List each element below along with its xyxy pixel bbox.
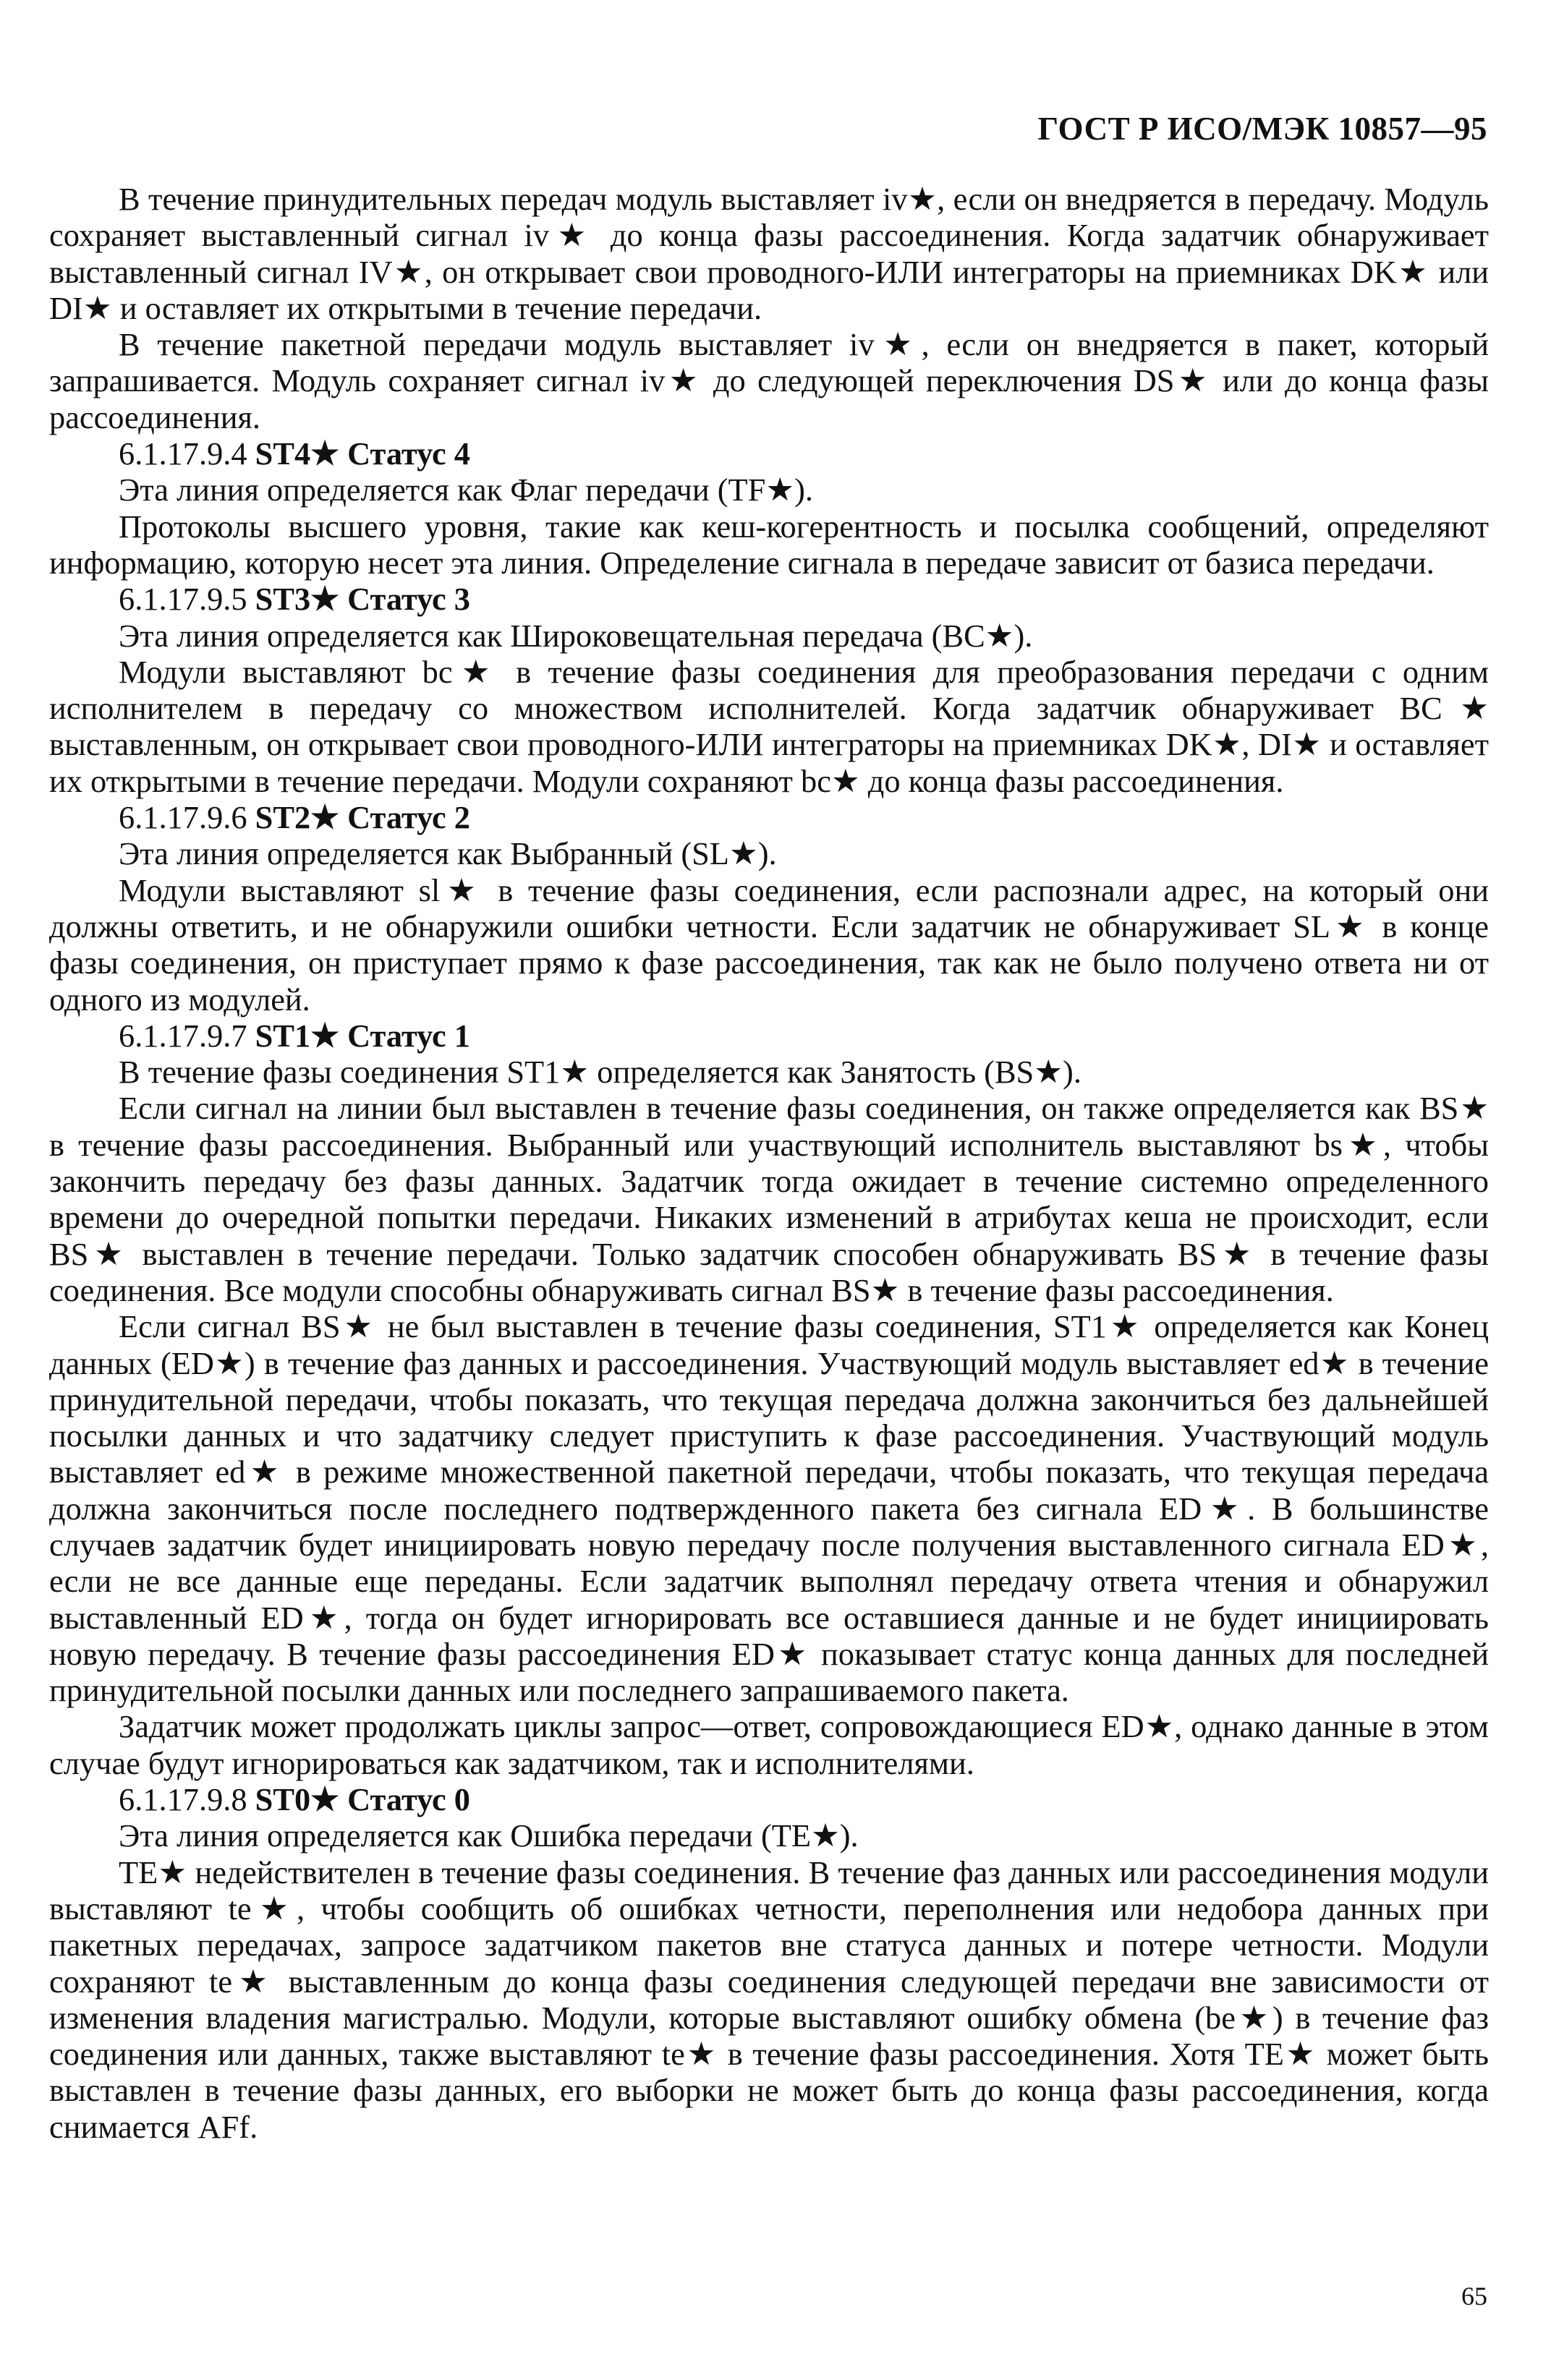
section-title: Статус 2 — [347, 799, 470, 836]
section-heading — [49, 799, 1489, 835]
paragraph: Протоколы высшего уровня, такие как кеш-когерентность и посылка сообщений, определяют информацию, которую несет эта линия. Определение сигнала в передаче зависит от базиса передачи. — [49, 508, 1489, 581]
section-title: Статус 4 — [347, 435, 470, 472]
document-body — [49, 181, 1489, 2145]
section-heading — [49, 435, 1489, 472]
section-signal: ST4★ — [255, 435, 339, 472]
paragraph: Модули выставляют sl★ в течение фазы соединения, если распознали адрес, на который они должны ответить, и не обнаружили ошибки четности. Если задатчик не обнаруживает SL★ в конце фазы соединения, он приступает прямо к фазе рассоединения, так как не было получено ответа ни от одного из модулей. — [49, 871, 1489, 1018]
paragraph: Эта линия определяется как Ошибка передачи (TE★). — [119, 1817, 859, 1854]
paragraph: Если сигнал BS★ не был выставлен в течение фазы соединения, ST1★ определяется как Конец данных (ED★) в течение фаз данных и рассоединения. Участвующий модуль выставляет ed★ в течение принудительной передачи, чтобы показать, что текущая передача должна закончиться без дальнейшей посылки данных и что задатчику следует приступить к фазе рассоединения. Участвующий модуль выставляет ed★ в режиме множественной пакетной передачи, чтобы показать, что текущая передача должна закончиться после последнего подтвержденного пакета без сигнала ED★. В большинстве случаев задатчик будет инициировать новую передачу после получения выставленного сигнала ED★, если не все данные еще переданы. Если задатчик выполнял передачу ответа чтения и обнаружил выставленный ED★, тогда он будет игнорировать все оставшиеся данные и не будет инициировать новую передачу. В течение фазы рассоединения ED★ показывает статус конца данных для последней принудительной посылки данных или последнего запрашиваемого пакета. — [49, 1308, 1489, 1709]
section-heading — [49, 1781, 1489, 1817]
section-number: 6.1.17.9.5 — [119, 581, 247, 618]
section-heading — [49, 581, 1489, 617]
section-signal: ST1★ — [255, 1017, 339, 1054]
paragraph: Эта линия определяется как Флаг передачи (TF★). — [119, 472, 813, 508]
section-title: Статус 1 — [347, 1017, 470, 1054]
paragraph: Эта линия определяется как Широковещательная передача (BC★). — [119, 617, 1033, 654]
section-signal: ST3★ — [255, 581, 339, 618]
section-signal: ST0★ — [255, 1781, 339, 1818]
standard-header: ГОСТ Р ИСО/МЭК 10857—95 — [1037, 111, 1487, 147]
paragraph: TE★ недействителен в течение фазы соединения. В течение фаз данных или рассоединения модули выставляют te★, чтобы сообщить об ошибках четности, переполнения или недобора данных при пакетных передачах, запросе задатчиком пакетов вне статуса данных и потере четности. Модули сохраняют te★ выставленным до конца фазы соединения следующей передачи вне зависимости от изменения владения магистралью. Модули, которые выставляют ошибку обмена (be★) в течение фаз соединения или данных, также выставляют te★ в течение фазы рассоединения. Хотя TE★ может быть выставлен в течение фазы данных, его выборки не может быть до конца фазы рассоединения, когда снимается AFf. — [49, 1854, 1489, 2145]
section-number: 6.1.17.9.4 — [119, 435, 247, 472]
section-number: 6.1.17.9.6 — [119, 799, 247, 836]
paragraph: Задатчик может продолжать циклы запрос—ответ, сопровождающиеся ED★, однако данные в этом случае будут игнорироваться как задатчиком, так и исполнителями. — [49, 1708, 1489, 1781]
paragraph: Эта линия определяется как Выбранный (SL★). — [119, 835, 777, 872]
section-title: Статус 3 — [347, 581, 470, 618]
section-heading — [49, 1018, 1489, 1054]
paragraph: В течение принудительных передач модуль выставляет iv★, если он внедряется в передачу. Модуль сохраняет выставленный сигнал iv★ до конца фазы рассоединения. Когда задатчик обнаруживает выставленный сигнал IV★, он открывает свои проводного-ИЛИ интеграторы на приемниках DK★ или DI★ и оставляет их открытыми в течение передачи. — [49, 181, 1489, 326]
paragraph: Модули выставляют bc★ в течение фазы соединения для преобразования передачи с одним исполнителем в передачу со множеством исполнителей. Когда задатчик обнаруживает BC★ выставленным, он открывает свои проводного-ИЛИ интеграторы на приемниках DK★, DI★ и оставляет их открытыми в течение передачи. Модули сохраняют bc★ до конца фазы рассоединения. — [49, 653, 1489, 799]
paragraph: В течение пакетной передачи модуль выставляет iv★, если он внедряется в пакет, который запрашивается. Модуль сохраняет сигнал iv★ до следующей переключения DS★ или до конца фазы рассоединения. — [49, 326, 1489, 435]
paragraph: Если сигнал на линии был выставлен в течение фазы соединения, он также определяется как BS★ в течение фазы рассоединения. Выбранный или участвующий исполнитель выставляют bs★, чтобы закончить передачу без фазы данных. Задатчик тогда ожидает в течение системно определенного времени до очередной попытки передачи. Никаких изменений в атрибутах кеша не происходит, если BS★ выставлен в течение передачи. Только задатчик способен обнаруживать BS★ в течение фазы соединения. Все модули способны обнаруживать сигнал BS★ в течение фазы рассоединения. — [49, 1090, 1489, 1308]
section-number: 6.1.17.9.8 — [119, 1781, 247, 1818]
paragraph: В течение фазы соединения ST1★ определяется как Занятость (BS★). — [119, 1054, 1082, 1091]
section-title: Статус 0 — [347, 1781, 470, 1818]
section-number: 6.1.17.9.7 — [119, 1017, 247, 1054]
section-signal: ST2★ — [255, 799, 339, 836]
page-number: 65 — [1461, 2282, 1487, 2311]
